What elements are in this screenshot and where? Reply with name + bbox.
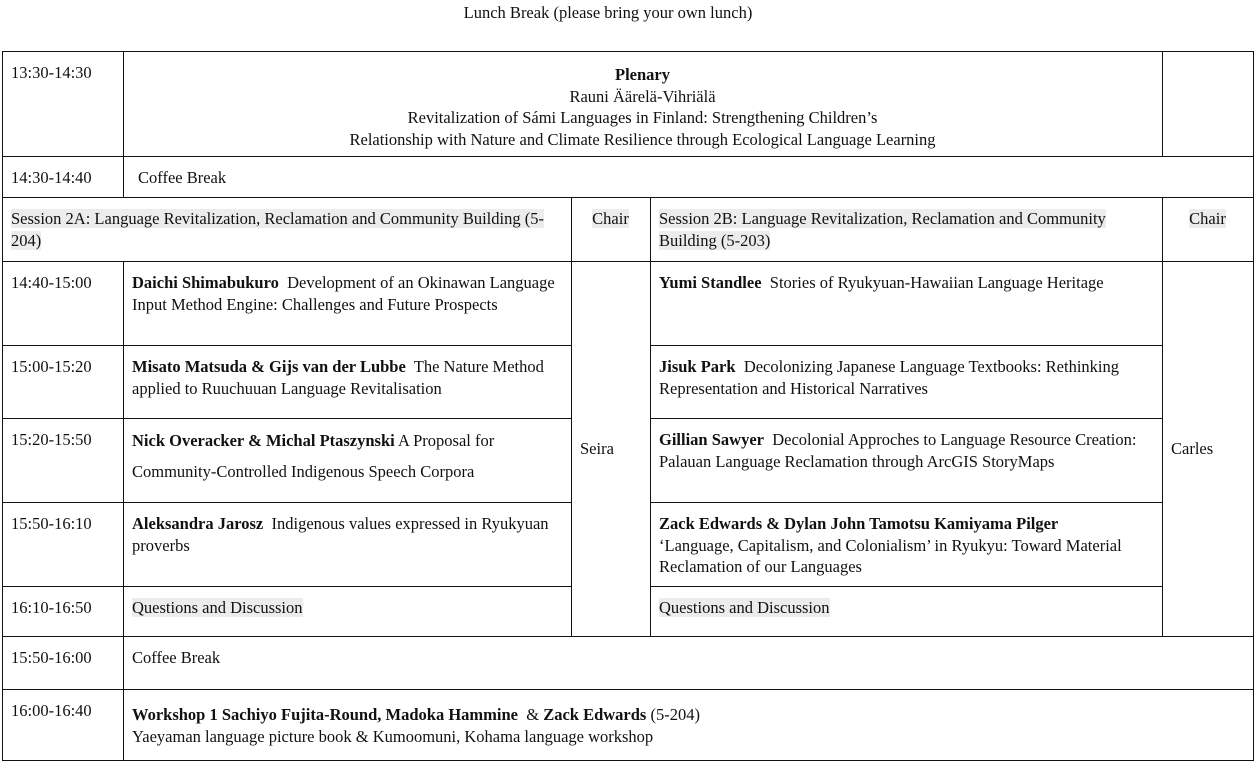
workshop-cell [124,690,1254,761]
time-cell: 16:00-16:40 [3,690,124,761]
plenary-title-line2: Relationship with Nature and Climate Resilience through Ecological Language Learning [349,129,936,149]
talk-authors: Yumi Standlee [659,273,762,292]
workshop-amp: & [526,705,540,724]
time-cell: 13:30-14:30 [3,52,124,157]
session-2b-header [651,198,1163,262]
plenary-heading: Plenary [615,65,670,84]
session-2b-chair: Carles [1163,262,1254,637]
session-2a-discussion: Questions and Discussion [124,587,572,637]
talk-authors: Daichi Shimabukuro [132,273,279,292]
time-cell: 14:40-15:00 [3,262,124,346]
workshop-heading: Workshop 1 Sachiyo Fujita-Round, Madoka Hammine [132,705,518,724]
talk-title: Development of an Okinawan Language Input Method Engine: Challenges and Future Prospects [132,273,555,314]
session-2a-chair: Seira [572,262,651,637]
talk-title: Decolonizing Japanese Language Textbooks: Rethinking Representation and Historical Narratives [659,357,1120,398]
session-2a-header [3,198,572,262]
talk-title: Stories of Ryukyuan-Hawaiian Language Heritage [769,273,1104,292]
talk-title: The Nature Method applied to Ruuchuuan Language Revitalisation [132,357,544,398]
workshop-title: Yaeyaman language picture book & Kumoomuni, Kohama language workshop [132,726,654,746]
time-cell: 15:20-15:50 [3,419,124,503]
session-2b-chair-header: Chair [1163,198,1254,262]
plenary-empty-cell [1163,52,1254,157]
talk-authors: Gillian Sawyer [659,430,764,449]
session-2a-talk [124,346,572,419]
session-2a-talk [124,419,572,503]
session-2b-title: Session 2B: Language Revitalization, Reclamation and Community Building (5-203) [659,209,1106,250]
workshop-room: (5-204) [650,705,700,724]
time-cell: 16:10-16:50 [3,587,124,637]
session-2b-talk [651,503,1163,587]
time-cell: 14:30-14:40 [3,157,124,198]
session-2b-talk [651,262,1163,346]
workshop-presenter: Zack Edwards [543,705,647,724]
time-cell: 15:50-16:00 [3,637,124,690]
plenary-row [3,52,1254,157]
talk-authors: Zack Edwards & Dylan John Tamotsu Kamiyama Pilger [659,514,1059,533]
talk-title: ‘Language, Capitalism, and Colonialism’ in Ryukyu: Toward Material Reclamation of our Languages [659,535,1122,576]
workshop-row [3,690,1254,761]
lunch-break-note: Lunch Break (please bring your own lunch) [463,3,753,22]
plenary-cell [124,52,1163,157]
talk-authors: Aleksandra Jarosz [132,514,264,533]
session-2a-title: Session 2A: Language Revitalization, Reclamation and Community Building (5-204) [11,209,544,250]
talk-title: Decolonial Approches to Language Resource Creation: Palauan Language Reclamation through ArcGIS StoryMaps [659,430,1137,471]
session-2a-talk [124,262,572,346]
time-cell: 15:50-16:10 [3,503,124,587]
talk-authors: Nick Overacker & Michal Ptaszynski [132,431,395,450]
table-row [3,262,1254,346]
session-2b-talk [651,419,1163,503]
plenary-speaker: Rauni Äärelä-Vihriälä [569,86,716,106]
talk-title: Indigenous values expressed in Ryukyuan proverbs [132,514,549,555]
session-2a-chair-header: Chair [572,198,651,262]
time-cell: 15:00-15:20 [3,346,124,419]
coffee-break-cell: Coffee Break [124,637,1254,690]
session-2a-talk [124,503,572,587]
talk-authors: Misato Matsuda & Gijs van der Lubbe [132,357,406,376]
session-2b-discussion: Questions and Discussion [651,587,1163,637]
coffee-break-row [3,637,1254,690]
session-2b-talk [651,346,1163,419]
talk-title: A Proposal for Community-Controlled Indigenous Speech Corpora [132,431,495,481]
coffee-break-cell: Coffee Break [124,157,1254,198]
schedule-table [2,51,1254,761]
coffee-break-row [3,157,1254,198]
talk-authors: Jisuk Park [659,357,736,376]
plenary-title-line1: Revitalization of Sámi Languages in Finland: Strengthening Children’s [407,108,878,127]
session-header-row [3,198,1254,262]
